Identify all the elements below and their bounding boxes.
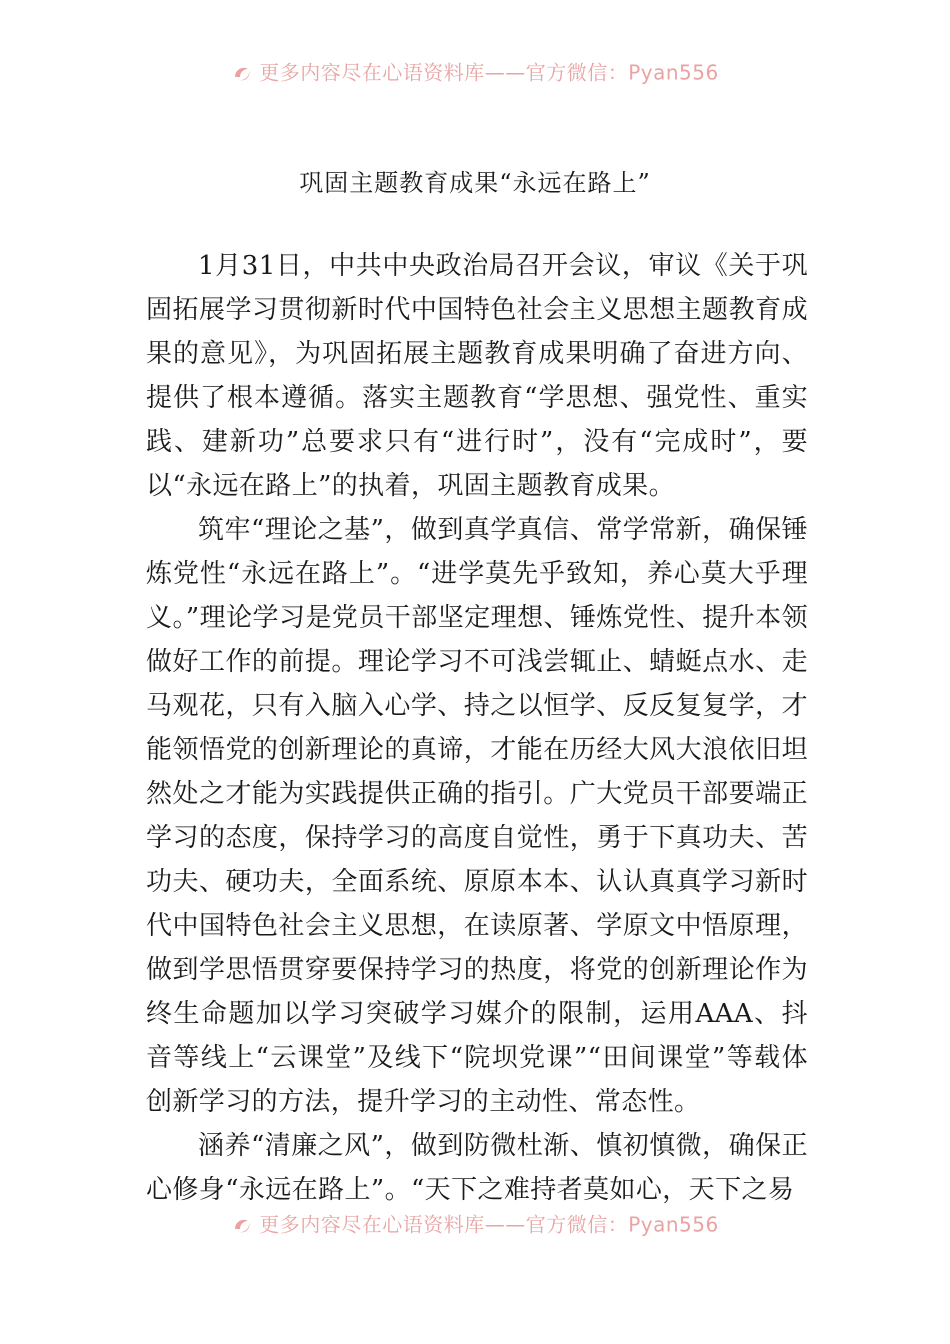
document-title: 巩固主题教育成果“永远在路上” — [299, 169, 651, 197]
brand-logo-icon — [231, 62, 253, 84]
paragraph: 筑牢“理论之基”，做到真学真信、常学常新，确保锤炼党性“永远在路上”。“进学莫先乎致知，养心莫大乎理义。”理论学习是党员干部坚定理想、锤炼党性、提升本领做好工作的前提。理论学习不可浅尝辄止、蜻蜓点水、走马观花，只有入脑入心学、持之以恒学、反反复复学，才能领悟党的创新理论的真谛，才能在历经大风大浪依旧坦然处之才能为实践提供正确的指引。广大党员干部要端正学习的态度，保持学习的高度自觉性，勇于下真功夫、苦功夫、硬功夫，全面系统、原原本本、认认真真学习新时代中国特色社会主义思想，在读原著、学原文中悟原理，做到学思悟贯穿要保持学习的热度，将党的创新理论作为终生命题加以学习突破学习媒介的限制，运用AAA、抖音等线上“云课堂”及线下“院坝党课”“田间课堂”等载体创新学习的方法，提升学习的主动性、常态性。 — [146, 515, 808, 1117]
watermark-text: 更多内容尽在心语资料库——官方微信：Pyan556 — [259, 1212, 719, 1237]
document-body — [146, 244, 808, 1212]
paragraph: 涵养“清廉之风”，做到防微杜渐、慎初慎微，确保正心修身“永远在路上”。“天下之难持者莫如心，天下之易 — [146, 1131, 808, 1205]
watermark-header — [0, 56, 950, 86]
paragraph: 1月31日，中共中央政治局召开会议，审议《关于巩固拓展学习贯彻新时代中国特色社会主义思想主题教育成果的意见》，为巩固拓展主题教育成果明确了奋进方向、提供了根本遵循。落实主题教育“学思想、强党性、重实践、建新功”总要求只有“进行时”，没有“完成时”，要以“永远在路上”的执着，巩固主题教育成果。 — [146, 251, 808, 501]
watermark-footer — [0, 1208, 950, 1238]
watermark-text: 更多内容尽在心语资料库——官方微信：Pyan556 — [259, 60, 719, 85]
brand-logo-icon — [231, 1214, 253, 1236]
